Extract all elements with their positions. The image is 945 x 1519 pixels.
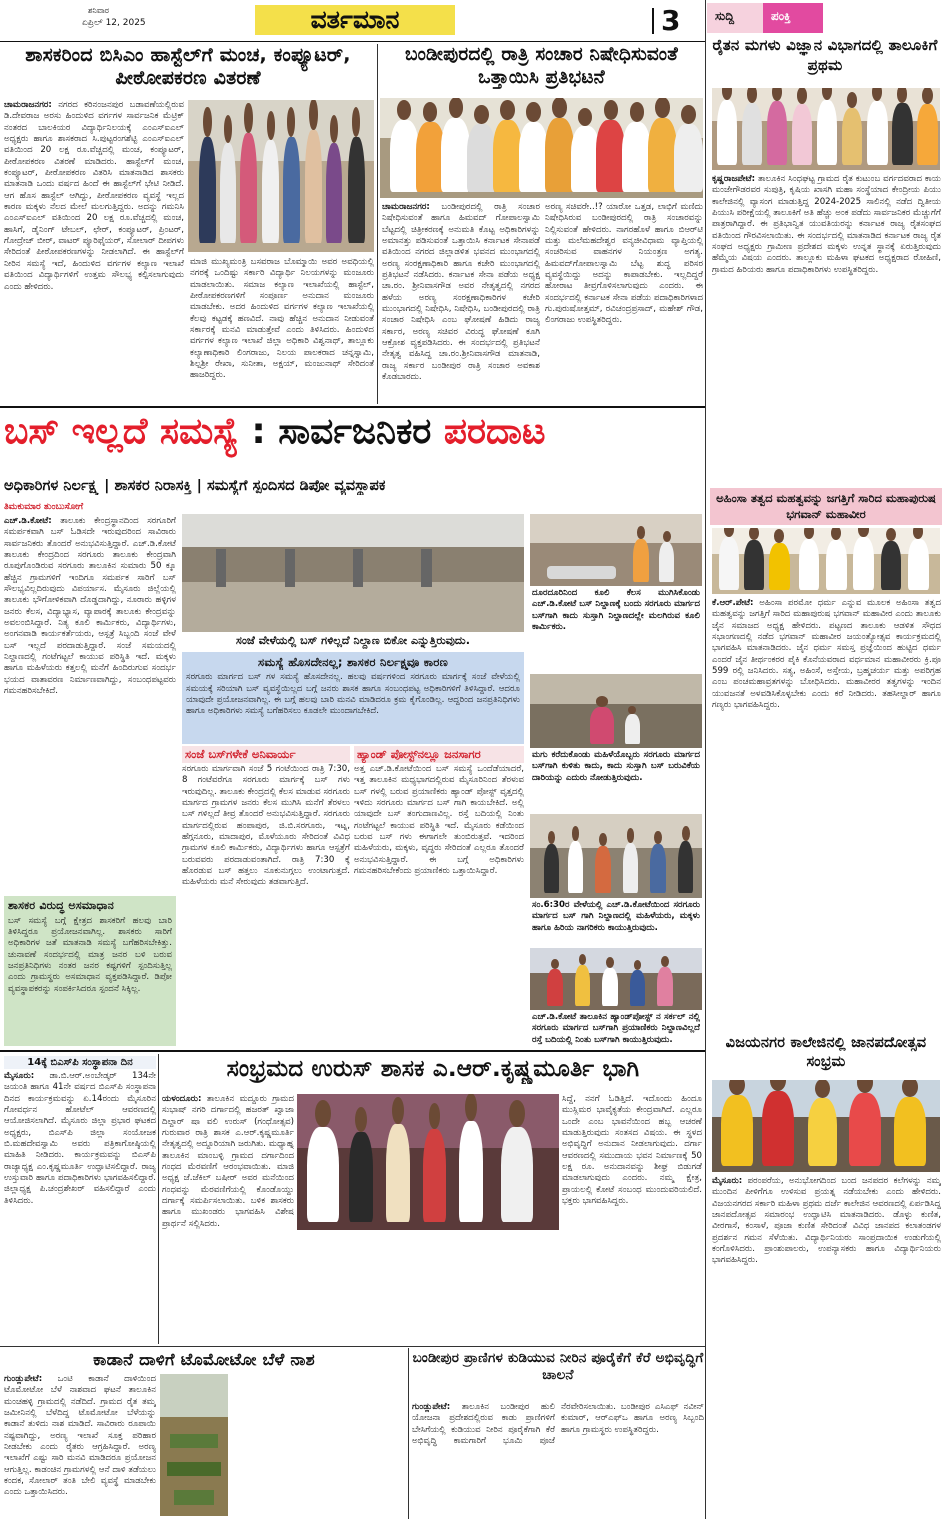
hostel-body bbox=[4, 100, 184, 402]
main-headline-sep: : bbox=[238, 411, 279, 452]
rule bbox=[705, 0, 706, 1519]
bandipur-body-text: ಬಂಡೀಪುರದಲ್ಲಿ ರಾತ್ರಿ ಸಂಚಾರ ನಿಷೇಧಿಸುವಂತೆ ಹಾಗೂ ಹಿಮವದ್ ಗೋಪಾಲಸ್ವಾಮಿ ಬೆಟ್ಟದಲ್ಲಿ ಚಿತ್ರೀಕರಣಕ್ಕೆ ಅನುಮತಿ ಕೊಟ್ಟ ಅಧಿಕಾರಿಗಳನ್ನು ಅಮಾನತ್ತು ಪಡಿಸುವಂತೆ ಒತ್ತಾಯಿಸಿ ಕರ್ನಾಟಕ ಸೇನಾಪಡೆ ವತಿಯಿಂದ ನಗರದ ಜಿಲ್ಲಾಡಳಿತ ಭವನದ ಮುಂಭಾಗದಲ್ಲಿ ಅರಣ್ಯ ಸಂರಕ್ಷಣಾಧಿಕಾರಿ ಹಾಗೂ ಕಚೇರಿ ಮುಂಭಾಗದಲ್ಲಿ ಪ್ರತಿಭಟನೆ ನಡೆಸಿದರು. ಕರ್ನಾಟಕ ಸೇನಾ ಪಡೆಯ ಅಧ್ಯಕ್ಷ ಚಾ.ರಂ. ಶ್ರೀನಿವಾಸಗೌಡ ಅವರ ನೇತೃತ್ವದಲ್ಲಿ ನಗರದ ಹಳೆಯ ಅರಣ್ಯ ಸಂರಕ್ಷಣಾಧಿಕಾರಿಗಳ ಕಚೇರಿ ಮುಂಭಾಗದಲ್ಲಿ ನಿಷೇಧಿಸಿ, ನಿಷೇಧಿಸಿ, ಬಂಡೀಪುರದಲ್ಲಿ ರಾತ್ರಿ ಸಂಚಾರ ನಿಷೇಧಿಸಿ ಎಂಬ ಘೋಷಣೆ ಹಿಡಿದು ರಾಜ್ಯ ಸರ್ಕಾರ, ಅರಣ್ಯ ಸಚಿವರ ವಿರುದ್ಧ ಘೋಷಣೆ ಕೂಗಿ ಆಕ್ರೋಶ ವ್ಯಕ್ತಪಡಿಸಿದರು. ಈ ಸಂದರ್ಭದಲ್ಲಿ ಪ್ರತಿಭಟನೆ ನೇತೃತ್ವ ವಹಿಸಿದ್ದ ಚಾ.ರಂ.ಶ್ರೀನಿವಾಸಗೌಡ ಮಾತನಾಡಿ, ರಾಜ್ಯ ಸರ್ಕಾರ ಬಂಡೀಪುರ ರಾತ್ರಿ ಸಂಚಾರ ಅವಕಾಶ ಕೊಡಬಾರದು. bbox=[382, 202, 540, 383]
bandipur-headline: ಬಂಡೀಪುರದಲ್ಲಿ ರಾತ್ರಿ ಸಂಚಾರ ನಿಷೇಧಿಸುವಂತೆ ಒತ್ತಾಯಿಸಿ ಪ್ರತಿಭಟನೆ bbox=[405, 44, 678, 88]
lake-dateline: ಗುಂಡ್ಲುಪೇಟೆ: bbox=[412, 1402, 451, 1412]
main-sub3-title: ಶಾಸಕರ ವಿರುದ್ಧ ಅಸಮಾಧಾನ bbox=[8, 899, 114, 912]
main-headline bbox=[4, 412, 704, 452]
tomato-body bbox=[4, 1374, 156, 1516]
sidebar-bottom-body bbox=[712, 1176, 941, 1516]
main-headline-part2: ಸಾರ್ವಜನಿಕರ bbox=[278, 411, 432, 452]
column-tag-right: ಪಂಕ್ತಿ bbox=[763, 3, 823, 33]
main-right-caption-2: ಮಗು ಕರೆದುಕೊಂಡು ಮಹಿಳೆಯೊಬ್ಬರು ಸರಗೂರು ಮಾರ್ಗದ ಬಸ್‌ಗಾಗಿ ಕುಳಿತು ಕಾದು, ಕಾದು ಸುಸ್ತಾಗಿ ಬಸ್ ಬರುವಿಕೆಯ ದಾರಿಯನ್ನು ಎದುರು ನೋಡುತ್ತಿರುವುದು. bbox=[532, 750, 700, 783]
hostel-dateline: ಚಾಮರಾಜನಗರ: bbox=[4, 100, 52, 110]
lake-body bbox=[412, 1402, 704, 1516]
masthead-paper-name: ವರ್ತಮಾನ bbox=[310, 5, 400, 34]
main-right-photo-3 bbox=[530, 814, 702, 898]
lake-body-text: ತಾಲೂಕಿನ ಬಂಡೀಪುರ ಹುಲಿ ಯೋಜನಾ ಪ್ರದೇಶದಲ್ಲಿರುವ ಕಾಡು ಪ್ರಾಣಿಗಳಿಗೆ ಬೇಸಿಗೆಯಲ್ಲಿ ಕುಡಿಯುವ ನೀರಿನ ಪೂರೈಕೆಗಾಗಿ ಕೆರೆ ಅಭಿವೃದ್ಧಿ ಕಾಮಗಾರಿಗೆ ಭೂಮಿ ಪೂಜೆ ನೆರವೇರಿಸಲಾಯಿತು. ಬಂಡೀಪುರ ಎಸಿಎಫ್ ನವೀನ್ ಕುಮಾರ್, ಆರ್‌ಎಫ್‌ಒ ಹಾಗೂ ಅರಣ್ಯ ಸಿಬ್ಬಂದಿ ಹಾಗೂ ಗ್ರಾಮಸ್ಥರು ಉಪಸ್ಥಿತರಿದ್ದರು. bbox=[412, 1402, 704, 1447]
sidebar-top-body bbox=[712, 174, 941, 486]
main-sub1-title: ಸಂಜೆ ಬಸ್‌ಗಳೇಕೆ ಅನಿವಾರ್ಯ bbox=[182, 746, 350, 763]
bsp-body-text: ಡಾ.ಬಿ.ಆರ್.ಅಂಬೇಡ್ಕರ್ 134ನೇ ಜಯಂತಿ ಹಾಗೂ 41ನೇ ವರ್ಷದ ಬಿಎಸ್‌ಪಿ ಸಂಸ್ಥಾಪನಾ ದಿನದ ಕಾರ್ಯಕ್ರಮವನ್ನು ಏ.14ರಂದು ಮೈಸೂರಿನ ಗೋವರ್ಧನ ಹೋಟೆಲ್ ಆವರಣದಲ್ಲಿ ಆಯೋಜಿಸಲಾಗಿದೆ. ಮೈಸೂರು ಜಿಲ್ಲಾ ಪ್ರಭಾರ ಘಟಕದ ಅಧ್ಯಕ್ಷರು, ಬಿಎಸ್‌ಪಿ ಜಿಲ್ಲಾ ಸಂಯೋಜಕ ಬಿ.ಮಹದೇವಸ್ವಾಮಿ ಅವರು ಪತ್ರಿಕಾಗೋಷ್ಠಿಯಲ್ಲಿ ಮಾಹಿತಿ ನೀಡಿದರು. ಕಾರ್ಯಕ್ರಮವನ್ನು ಬಿಎಸ್‌ಪಿ ರಾಜ್ಯಾಧ್ಯಕ್ಷ ಎಂ.ಕೃಷ್ಣಮೂರ್ತಿ ಉದ್ಘಾಟಿಸಲಿದ್ದಾರೆ. ರಾಜ್ಯ ಉಸ್ತುವಾರಿ ಹಾಗೂ ಪದಾಧಿಕಾರಿಗಳು ಭಾಗವಹಿಸಲಿದ್ದಾರೆ. ಜಿಲ್ಲಾಧ್ಯಕ್ಷ ಪಿ.ಚಂದ್ರಶೇಖರ್ ವಹಿಸಲಿದ್ದಾರೆ ಎಂದು ತಿಳಿಸಿದರು. bbox=[4, 1071, 156, 1206]
main-col1-body-text: ತಾಲೂಕು ಕೇಂದ್ರಸ್ಥಾನದಿಂದ ಸರಗೂರಿಗೆ ಸಮರ್ಪಕವಾಗಿ ಬಸ್ ಓಡಿಸದೇ ಇರುವುದರಿಂದ ಸಾವಿರಾರು ಸಾರ್ವಜನಿಕರು ತೊಂದರೆ ಅನುಭವಿಸುತ್ತಿದ್ದಾರೆ. ಎಚ್.ಡಿ.ಕೋಟೆ ತಾಲೂಕು ಕೇಂದ್ರದಿಂದ ಸರಗೂರು ತಾಲೂಕು ಕೇಂದ್ರವಾಗಿ ರೂಪುಗೊಂಡಿರುವ ಸರಗೂರು ತಾಲೂಕಿನ ಸುಮಾರು 50 ಕ್ಕೂ ಹೆಚ್ಚಿನ ಗ್ರಾಮಗಳಿಗೆ ಇಂದಿಗೂ ಸಮರ್ಪಕ ಸಾರಿಗೆ ಬಸ್ ಸೌಲಭ್ಯವಿಲ್ಲದಿರುವುದು ವಿಪರ್ಯಾಸ. ಮೈಸೂರು ಜಿಲ್ಲೆಯಲ್ಲಿ ತಾಲೂಕು ಭೌಗೋಳಿಕವಾಗಿ ದೊಡ್ಡದಾಗಿದ್ದು, ನೂರಾರು ಹಳ್ಳಿಗಳ ಜನರು ಕೆಲಸ, ವಿದ್ಯಾಭ್ಯಾಸ, ವ್ಯಾಪಾರಕ್ಕೆ ತಾಲೂಕು ಕೇಂದ್ರವನ್ನು ಅವಲಂಬಿಸಿದ್ದಾರೆ. ನಿತ್ಯ ಕೂಲಿ ಕಾರ್ಮಿಕರು, ವಿದ್ಯಾರ್ಥಿಗಳು, ಅಂಗನವಾಡಿ ಕಾರ್ಯಕರ್ತೆಯರು, ಆಸ್ಪತ್ರೆ ಸಿಬ್ಬಂದಿ ಸಂಜೆ ವೇಳೆ ಬಸ್ ಇಲ್ಲದೆ ಪರದಾಡುತ್ತಿದ್ದಾರೆ. ಸಂಜೆ ಸಮಯದಲ್ಲಿ ನಿಲ್ದಾಣದಲ್ಲಿ ಗಂಟೆಗಟ್ಟಲೆ ಕಾಯುವ ಪರಿಸ್ಥಿತಿ ಇದೆ. ಮಕ್ಕಳು ಹಾಗೂ ಮಹಿಳೆಯರು ಕತ್ತಲಲ್ಲಿ ಮನೆಗೆ ಹಿಂದಿರುಗುವ ಸಂದರ್ಭ ಭಯದ ವಾತಾವರಣ ನಿರ್ಮಾಣವಾಗಿದ್ದು, ಸಂಬಂಧಪಟ್ಟವರು ಗಮನಹರಿಸಬೇಕಿದೆ. bbox=[4, 516, 176, 697]
main-byline: ತಿಮಕುಮಾರ ತುಂಬುಸೋಗೆ bbox=[4, 502, 84, 512]
masthead bbox=[0, 0, 705, 42]
sidebar-mid-body-text: ಅಹಿಂಸಾ ಪರಮೋ ಧರ್ಮ ಎನ್ನುವ ಮೂಲಕ ಅಹಿಂಸಾ ತತ್ವದ ಮಹತ್ವವನ್ನು ಜಗತ್ತಿಗೆ ಸಾರಿದ ಮಹಾಪುರುಷ ಭಗವಾನ್ ಮಹಾವೀರ ಎಂದು ತಾಲೂಕು ಜೈನ ಸಮಾಜದ ಅಧ್ಯಕ್ಷ ಹೇಳಿದರು. ಪಟ್ಟಣದ ತಾಲೂಕು ಆಡಳಿತ ಸೌಧದ ಸಭಾಂಗಣದಲ್ಲಿ ನಡೆದ ಭಗವಾನ್ ಮಹಾವೀರ ಜಯಂತ್ಯೋತ್ಸವ ಕಾರ್ಯಕ್ರಮದಲ್ಲಿ ಭಾಗವಹಿಸಿ ಮಾತನಾಡಿದರು. ಜೈನ ಧರ್ಮ ಸಮಸ್ತ ಪ್ರಜ್ಞೆಯಿಂದ ಹುಟ್ಟಿದ ಧರ್ಮ ಎಂದರೆ ಜೈನ ತೀರ್ಥಂಕರರ ಪೈಕಿ ಕೊನೆಯವರಾದ ವರ್ಧಮಾನ ಮಹಾವೀರರು ಕ್ರಿ.ಪೂ 599 ರಲ್ಲಿ ಜನಿಸಿದರು. ಸತ್ಯ, ಅಹಿಂಸೆ, ಅಸ್ತೇಯ, ಬ್ರಹ್ಮಚರ್ಯ ಮತ್ತು ಅಪರಿಗ್ರಹ ಎಂಬ ಪಂಚಮಹಾವ್ರತಗಳನ್ನು ಬೋಧಿಸಿದರು. ಮಹಾವೀರರ ತತ್ವಗಳನ್ನು ಇಂದಿನ ಯುವಜನತೆ ಅಳವಡಿಸಿಕೊಳ್ಳಬೇಕು ಎಂದು ಕರೆ ನೀಡಿದರು. ತಹಸೀಲ್ದಾರ್ ಹಾಗೂ ಗಣ್ಯರು ಭಾಗವಹಿಸಿದ್ದರು. bbox=[712, 598, 941, 711]
sidebar-top-dateline: ಕೃಷ್ಣರಾಜಪೇಟೆ: bbox=[712, 174, 756, 184]
tomato-photo bbox=[160, 1374, 228, 1516]
main-right-photo-4 bbox=[530, 948, 702, 1010]
main-box-title: ಸಮಸ್ಯೆ ಹೊಸದೇನಲ್ಲ; ಶಾಸಕರ ನಿರ್ಲಕ್ಷ್ಯವೂ ಕಾರಣ bbox=[257, 655, 449, 669]
main-sub3-body: ಬಸ್ ಸಮಸ್ಯೆ ಬಗ್ಗೆ ಕ್ಷೇತ್ರದ ಶಾಸಕರಿಗೆ ಹಲವು ಬಾರಿ ತಿಳಿಸಿದ್ದರೂ ಪ್ರಯೋಜನವಾಗಿಲ್ಲ. ಶಾಸಕರು ಸಾರಿಗೆ ಅಧಿಕಾರಿಗಳ ಜತೆ ಮಾತನಾಡಿ ಸಮಸ್ಯೆ ಬಗೆಹರಿಸಬೇಕಿತ್ತು. ಚುನಾವಣೆ ಸಂದರ್ಭದಲ್ಲಿ ಮಾತ್ರ ಜನರ ಬಳಿ ಬರುವ ಜನಪ್ರತಿನಿಧಿಗಳು ನಂತರ ಜನರ ಕಷ್ಟಗಳಿಗೆ ಸ್ಪಂದಿಸುತ್ತಿಲ್ಲ ಎಂದು ಗ್ರಾಮಸ್ಥರು ಅಸಮಾಧಾನ ವ್ಯಕ್ತಪಡಿಸಿದ್ದಾರೆ. ಡಿಪೋ ವ್ಯವಸ್ಥಾಪಕರನ್ನು ಸಂಪರ್ಕಿಸಿದರೂ ಸ್ಪಂದನೆ ಸಿಕ್ಕಿಲ್ಲ. bbox=[8, 915, 172, 994]
main-headline-part1: ಬಸ್ ಇಲ್ಲದೆ ಸಮಸ್ಯೆ bbox=[4, 411, 239, 452]
tomato-body-cont bbox=[232, 1374, 404, 1516]
main-right-caption-1: ದೂರದೂರಿನಿಂದ ಕೂಲಿ ಕೆಲಸ ಮುಗಿಸಿಕೊಂಡು ಎಚ್.ಡಿ.ಕೋಟೆ ಬಸ್ ನಿಲ್ದಾಣಕ್ಕೆ ಬಂದು ಸರಗೂರು ಮಾರ್ಗದ ಬಸ್‌ಗಾಗಿ ಕಾದು ಸುಸ್ತಾಗಿ ನಿಲ್ದಾಣದಲ್ಲೇ ಮಲಗಿರುವ ಕೂಲಿ ಕಾರ್ಮಿಕರು. bbox=[532, 588, 700, 633]
hostel-photo bbox=[188, 100, 374, 252]
bandipur-dateline: ಚಾಮರಾಜನಗರ: bbox=[382, 202, 430, 212]
main-sub2-title: ಹ್ಯಾಂಡ್ ಪೋಸ್ಟ್‌ನಲ್ಲೂ ಜನಸಾಗರ bbox=[354, 746, 524, 763]
masthead-date: ಏಪ್ರಿಲ್ 12, 2025 bbox=[82, 18, 146, 28]
column-tag-left: ಸುದ್ದಿ bbox=[707, 3, 763, 33]
masthead-page-bar bbox=[652, 8, 654, 34]
main-col1-body bbox=[4, 516, 176, 892]
lake-headline: ಬಂಡೀಪುರ ಪ್ರಾಣಿಗಳ ಕುಡಿಯುವ ನೀರಿನ ಪೂರೈಕೆಗೆ ಕೆರೆ ಅಭಿವೃದ್ಧಿಗೆ ಚಾಲನೆ bbox=[412, 1350, 704, 1384]
urus-dateline: ಯಳಂದೂರು: bbox=[162, 1094, 202, 1104]
sidebar-top-photo bbox=[712, 88, 940, 170]
rule bbox=[0, 1050, 705, 1052]
bandipur-body-2: ಅರಣ್ಯ ಸಚಿವರೇ..!? ಯಾರೋ ಒತ್ತಡ, ಲಾಭಿಗೆ ಮಣಿದು ನಿಷೇಧಿಸಿರುವ ಬಂಡೀಪುರದಲ್ಲಿ ರಾತ್ರಿ ಸಂಚಾರವನ್ನು ನಿಲ್ಲಿಸುವಂತೆ ಹೇಳಿದರು. ನಾಗರಹೊಳೆ ಹಾಗೂ ಬಿಆರ್‌ಟಿ ಮತ್ತು ಮಲೆಮಹದೇಶ್ವರ ವನ್ಯಜೀವಿಧಾಮ ವ್ಯಾಪ್ತಿಯಲ್ಲಿ ಸಂಚರಿಸುವ ವಾಹನಗಳ ನಿಯಂತ್ರಣ ಅಗತ್ಯ. ಹಿಮವದ್‌ಗೋಪಾಲಸ್ವಾಮಿ ಬೆಟ್ಟ ಶುದ್ಧ ಪರಿಸರ ವ್ಯವಸ್ಥೆಯಿದ್ದು ಅದನ್ನು ಕಾಪಾಡಬೇಕು. ಇಲ್ಲದಿದ್ದರೆ ಹೋರಾಟ ತೀವ್ರಗೊಳಿಸಲಾಗುವುದು ಎಂದರು. ಈ ಸಂದರ್ಭದಲ್ಲಿ ಕರ್ನಾಟಕ ಸೇನಾ ಪಡೆಯ ಪದಾಧಿಕಾರಿಗಳಾದ ಗು.ಪುರುಷೋತ್ತಮ್, ರವಿಚಂದ್ರಪ್ರಸಾದ್, ಮಹೇಶ್ ಗೌಡ, ಲಿಂಗರಾಜು ಉಪಸ್ಥಿತರಿದ್ದರು. bbox=[545, 202, 703, 326]
main-right-caption-4: ಎಚ್.ಡಿ.ಕೋಟೆ ತಾಲೂಕಿನ ಹ್ಯಾಂಡ್‌ಪೋಸ್ಟ್ ನ ಸರ್ಕಲ್ ನಲ್ಲಿ ಸರಗೂರು ಮಾರ್ಗದ ಬಸ್‌ಗಾಗಿ ಪ್ರಯಾಣಿಕರು ನಿಲ್ದಾಣವಿಲ್ಲದೆ ರಸ್ತೆ ಬದಿಯಲ್ಲಿ ನಿಂತು ಬಸ್‌ಗಾಗಿ ಕಾಯುತ್ತಿರುವುದು. bbox=[532, 1012, 700, 1045]
urus-photo bbox=[297, 1094, 559, 1230]
rule bbox=[0, 406, 705, 408]
hostel-body-text: ನಗರದ ಕರಿನಂಜನಪುರ ಬಡಾವಣೆಯಲ್ಲಿರುವ ಡಿ.ದೇವರಾಜ ಅರಸು ಹಿಂದುಳಿದ ವರ್ಗಗಳ ಸಾರ್ವಜನಿಕ ಮೆಟ್ರಿಕ್ ನಂತರದ ಬಾಲಕಿಯರ ವಿದ್ಯಾರ್ಥಿನಿಲಯಕ್ಕೆ ಎಂಎಸ್ಐಎಲ್ ಅಧ್ಯಕ್ಷರು ಹಾಗೂ ಶಾಸಕರಾದ ಸಿ.ಪುಟ್ಟರಂಗಶೆಟ್ಟಿ ಎಂಎಸ್ಐಎಲ್ ವತಿಯಿಂದ 20 ಲಕ್ಷ ರೂ.ವೆಚ್ಚದಲ್ಲಿ ಮಂಚ, ಕಂಪ್ಯೂಟರ್, ಪೀಠೋಪಕರಣ ವಿತರಣೆ ಮಾಡಿದರು. ಹಾಸ್ಟೆಲ್‌ಗೆ ಮಂಚ, ಕಂಪ್ಯೂಟರ್, ಪೀಠೋಪಕರಣ ವಿತರಿಸಿ ಮಾತನಾಡಿದ ಶಾಸಕರು ಮಾತನಾಡಿ ಒಂದು ವರ್ಷದ ಹಿಂದೆ ಈ ಹಾಸ್ಟೆಲ್‌ಗೆ ಭೇಟಿ ನೀಡಿದೆ. ಆಗ ಹೊಸ ಹಾಸ್ಟೆಲ್ ಆಗಿದ್ದು, ಪೀಠೋಪಕರಣ ವ್ಯವಸ್ಥೆ ಇಲ್ಲದ ಕಾರಣ ಮಕ್ಕಳು ನೆಲದ ಮೇಲೆ ಮಲಗುತ್ತಿದ್ದರು. ಅದನ್ನು ಗಮನಿಸಿ ಎಂಎಸ್ಐಎಲ್ ವತಿಯಿಂದ 20 ಲಕ್ಷ ರೂ.ವೆಚ್ಚದಲ್ಲಿ ಮಂಚ, ಹಾಸಿಗೆ, ಡೈನಿಂಗ್ ಟೇಬಲ್, ಛೇರ್, ಕಂಪ್ಯೂಟರ್, ಪ್ರಿಂಟರ್, ಗೋದ್ರೇಜ್ ಬೀರ್, ವಾಟರ್ ಪ್ಯೂರಿಫೈಯರ್, ಸೋಲಾರ್ ದೀಪಗಳು ಸೇರಿದಂತೆ ಪೀಠೋಪಕರಣಗಳನ್ನು ನೀಡಲಾಗಿದೆ. ಈ ಹಾಸ್ಟೆಲ್‌ಗೆ ನೀರಿನ ಸಮಸ್ಯೆ ಇದೆ, ಹಿಂದುಳಿದ ವರ್ಗಗಳ ಕಲ್ಯಾಣ ಇಲಾಖೆ ವತಿಯಿಂದ ವಿದ್ಯಾರ್ಥಿಗಳಿಗೆ ಉತ್ತಮ ಸೌಲಭ್ಯ ಕಲ್ಪಿಸಲಾಗುವುದು ಎಂದು ಹೇಳಿದರು. bbox=[4, 100, 184, 292]
urus-headline: ಸಂಭ್ರಮದ ಉರುಸ್ ಶಾಸಕ ಎ.ಆರ್.ಕೃಷ್ಣಮೂರ್ತಿ ಭಾಗಿ bbox=[226, 1056, 640, 1082]
urus-body bbox=[162, 1094, 294, 1344]
main-box-body: ಸರಗೂರು ಮಾರ್ಗದ ಬಸ್ ಗಳ ಸಮಸ್ಯೆ ಹೊಸದೇನಲ್ಲ. ಹಲವು ವರ್ಷಗಳಿಂದ ಸರಗೂರು ಮಾರ್ಗಕ್ಕೆ ಸಂಜೆ ವೇಳೆಯಲ್ಲಿ ಸಮಯಕ್ಕೆ ಸರಿಯಾಗಿ ಬಸ್ ವ್ಯವಸ್ಥೆಯಿಲ್ಲದ ಬಗ್ಗೆ ಜನರು ಶಾಸಕ ಹಾಗೂ ಸಂಬಂಧಪಟ್ಟ ಅಧಿಕಾರಿಗಳಿಗೆ ತಿಳಿಸಿದ್ದಾರೆ. ಆದರೂ ಯಾವುದೇ ಪ್ರಯೋಜನವಾಗಿಲ್ಲ. ಈ ಬಗ್ಗೆ ಹಲವು ಬಾರಿ ಮನವಿ ಮಾಡಿದರೂ ಕ್ರಮ ಕೈಗೊಂಡಿಲ್ಲ. ಆದ್ದರಿಂದ ಜನಪ್ರತಿನಿಧಿಗಳು ಹಾಗೂ ಅಧಿಕಾರಿಗಳು ಸಮಸ್ಯೆ ಬಗೆಹರಿಸಲು ಕೂಡಲೇ ಮುಂದಾಗಬೇಕಿದೆ. bbox=[186, 672, 520, 717]
main-headline-part3: ಪರದಾಟ bbox=[443, 411, 546, 452]
main-sub2-body: ಅತ್ತ ಎಚ್.ಡಿ.ಕೋಟೆಯಿಂದ ಬಸ್ ಸಮಸ್ಯೆ ಒಂದೆಡೆಯಾದರೆ, ಇತ್ತ ತಾಲೂಕಿನ ಮಧ್ಯಭಾಗದಲ್ಲಿರುವ ಮೈಸೂರಿನಿಂದ ತೆರಳುವ ಬಸ್ ಗಳಲ್ಲಿ ಬರುವ ಪ್ರಯಾಣಿಕರು ಹ್ಯಾಂಡ್ ಪೋಸ್ಟ್ ವೃತ್ತದಲ್ಲಿ ಇಳಿದು ಸರಗೂರು ಮಾರ್ಗದ ಬಸ್ ಗಾಗಿ ಕಾಯಬೇಕಿದೆ. ಅಲ್ಲಿ ಯಾವುದೇ ಬಸ್ ತಂಗುದಾಣವಿಲ್ಲ. ರಸ್ತೆ ಬದಿಯಲ್ಲಿ ನಿಂತು ಗಂಟೆಗಟ್ಟಲೆ ಕಾಯುವ ಪರಿಸ್ಥಿತಿ ಇದೆ. ಮೈಸೂರು ಕಡೆಯಿಂದ ಬರುವ ಬಸ್ ಗಳು ಈಗಾಗಲೇ ತುಂಬಿರುತ್ತವೆ. ಇದರಿಂದ ಮಹಿಳೆಯರು, ಮಕ್ಕಳು, ವೃದ್ಧರು ಸೇರಿದಂತೆ ಎಲ್ಲರೂ ತೊಂದರೆ ಅನುಭವಿಸುತ್ತಿದ್ದಾರೆ. ಈ ಬಗ್ಗೆ ಅಧಿಕಾರಿಗಳು ಗಮನಹರಿಸಬೇಕೆಂದು ಪ್ರಯಾಣಿಕರು ಒತ್ತಾಯಿಸಿದ್ದಾರೆ. bbox=[354, 764, 524, 877]
main-dateline: ಎಚ್.ಡಿ.ಕೋಟೆ: bbox=[4, 516, 52, 526]
bsp-body bbox=[4, 1071, 156, 1341]
bandipur-photo bbox=[380, 98, 703, 198]
main-right-photo-2 bbox=[530, 674, 702, 748]
bandipur-body bbox=[382, 202, 540, 402]
urus-body-text: ತಾಲೂಕಿನ ಮದ್ದೂರು ಗ್ರಾಮದ ಸುಭಾಷ್ ನಗರಿ ದರ್ಗಾದಲ್ಲಿ ಹಜರತ್ ಖ್ವಾಜಾ ದಿಲ್ದಾರ್ ಷಾ ವಲಿ ಉರುಸ್ (ಗಂಧೋತ್ಸವ) ಗುರುವಾರ ರಾತ್ರಿ ಶಾಸಕ ಎ.ಆರ್.ಕೃಷ್ಣಮೂರ್ತಿ ನೇತೃತ್ವದಲ್ಲಿ ಅದ್ದೂರಿಯಾಗಿ ಜರುಗಿತು. ಮಧ್ಯಾಹ್ನ ತಾಲೂಕಿನ ಮಾಂಬಳ್ಳಿ ಗ್ರಾಮದ ದರ್ಗಾದಿಂದ ಗಂಧದ ಮೆರವಣಿಗೆ ಆರಂಭವಾಯಿತು. ಮಾಜಿ ಅಧ್ಯಕ್ಷ ಜೆ.ಜೆಕಿಲ್ ಬಷೀರ್ ಅವರ ಮನೆಯಿಂದ ಗಂಧವನ್ನು ಮೆರವಣಿಗೆಯಲ್ಲಿ ಕೊಂಡೊಯ್ದು ದರ್ಗಾಕ್ಕೆ ಸಮರ್ಪಿಸಲಾಯಿತು. ಬಳಿಕ ಶಾಸಕರು ಹಾಗೂ ಮುಖಂಡರು ಭಾಗವಹಿಸಿ ವಿಶೇಷ ಪ್ರಾರ್ಥನೆ ಸಲ್ಲಿಸಿದರು. bbox=[162, 1094, 294, 1229]
tomato-body-text: ಒಂಟಿ ಕಾಡಾನೆ ದಾಳಿಯಿಂದ ಟೊಮೋಟೋ ಬೆಳೆ ನಾಶವಾದ ಘಟನೆ ತಾಲೂಕಿನ ಮಂಚಹಳ್ಳಿ ಗ್ರಾಮದಲ್ಲಿ ನಡೆದಿದೆ. ಗ್ರಾಮದ ರೈತ ತಮ್ಮ ಜಮೀನಿನಲ್ಲಿ ಬೆಳೆದಿದ್ದ ಟೊಮೋಟೋ ಬೆಳೆಯನ್ನು ಕಾಡಾನೆ ತುಳಿದು ನಾಶ ಮಾಡಿದೆ. ಸಾವಿರಾರು ರೂಪಾಯಿ ನಷ್ಟವಾಗಿದ್ದು, ಅರಣ್ಯ ಇಲಾಖೆ ಸೂಕ್ತ ಪರಿಹಾರ ನೀಡಬೇಕು ಎಂದು ರೈತರು ಆಗ್ರಹಿಸಿದ್ದಾರೆ. ಅರಣ್ಯ ಇಲಾಖೆಗೆ ಎಷ್ಟು ಸಾರಿ ಮನವಿ ಮಾಡಿದರೂ ಪ್ರಯೋಜನ ಆಗುತ್ತಿಲ್ಲ. ಕಾಡಂಚಿನ ಗ್ರಾಮಗಳಲ್ಲಿ ಆನೆ ದಾಳಿ ತಡೆಯಲು ಕಂದಕ, ಸೋಲಾರ್ ತಂತಿ ಬೇಲಿ ವ್ಯವಸ್ಥೆ ಮಾಡಬೇಕು ಎಂದು ಒತ್ತಾಯಿಸಿದರು. bbox=[4, 1374, 156, 1498]
hostel-headline: ಶಾಸಕರಿಂದ ಬಿಸಿಎಂ ಹಾಸ್ಟೆಲ್‌ಗೆ ಮಂಚ, ಕಂಪ್ಯೂಟರ್, ಪೀಠೋಪಕರಣ ವಿತರಣೆ bbox=[25, 44, 351, 89]
column-tag bbox=[707, 3, 943, 33]
sidebar-mid-body bbox=[712, 598, 941, 1030]
sidebar-mid-dateline: ಕೆ.ಆರ್.ಪೇಟೆ: bbox=[712, 598, 754, 608]
rule bbox=[158, 1054, 159, 1344]
sidebar-bottom-dateline: ಮೈಸೂರು: bbox=[712, 1176, 743, 1186]
tomato-dateline: ಗುಂಡ್ಲುಪೇಟೆ: bbox=[4, 1374, 43, 1384]
sidebar-top-body-text: ತಾಲೂಕಿನ ಸಿಂಧಘಟ್ಟ ಗ್ರಾಮದ ರೈತ ಕುಟುಂಬ ವರ್ಗದವರಾದ ಕಾಯ ಮಂಜೇಗೌಡರವರ ಸುಪುತ್ರಿ, ಕೃಷಿಯ ಖಾಸಗಿ ಮಹಾ ಸಂಸ್ಥೆಯಾದ ಕೇಂದ್ರೀಯ ಪಿಯು ಕಾಲೇಜಿನಲ್ಲಿ ವ್ಯಾಸಂಗ ಮಾಡುತ್ತಿದ್ದ 2024-2025 ಸಾಲಿನಲ್ಲಿ ನಡೆದ ದ್ವಿತೀಯ ಪಿಯುಸಿ ಪರೀಕ್ಷೆಯಲ್ಲಿ ತಾಲೂಕಿಗೆ ಅತಿ ಹೆಚ್ಚು ಅಂಕ ಪಡೆದು ಸಾರ್ವಜನಿಕರ ಮೆಚ್ಚುಗೆಗೆ ಪಾತ್ರರಾಗಿದ್ದಾರೆ. ಈ ಪ್ರತಿಭಾನ್ವಿತ ಯುವತಿಯರನ್ನು ಕರ್ನಾಟಕ ರಾಜ್ಯ ರೈತಸಂಘದ ವತಿಯಿಂದ ಗೌರವಿಸಲಾಯಿತು. ಈ ಸಂದರ್ಭದಲ್ಲಿ ಮಾತನಾಡಿದ ಕರ್ನಾಟಕ ರಾಜ್ಯ ರೈತ ಸಂಘದ ಅಧ್ಯಕ್ಷರು ಗ್ರಾಮೀಣ ಪ್ರದೇಶದ ಮಕ್ಕಳು ಉನ್ನತ ಸ್ಥಾನಕ್ಕೆ ಏರುತ್ತಿರುವುದು ಹೆಮ್ಮೆಯ ವಿಷಯ ಎಂದರು. ತಾಲ್ಲೂಕು ಮಹಿಳಾ ಘಟಕದ ಅಧ್ಯಕ್ಷರಾದ ರೋಹಿಣಿ, ಗ್ರಾಮದ ಹಿರಿಯರು ಹಾಗೂ ಪದಾಧಿಕಾರಿಗಳು ಉಪಸ್ಥಿತರಿದ್ದರು. bbox=[712, 174, 941, 275]
masthead-day: ಶನಿವಾರ bbox=[88, 6, 110, 15]
main-subhead: ಅಧಿಕಾರಿಗಳ ನಿರ್ಲಕ್ಷ್ಯ | ಶಾಸಕರ ನಿರಾಸಕ್ತಿ | ಸಮಸ್ಯೆಗೆ ಸ್ಪಂದಿಸದ ಡಿಪೋ ವ್ಯವಸ್ಥಾಪಕ bbox=[4, 477, 386, 494]
rule bbox=[377, 44, 378, 404]
sidebar-bottom-headline: ವಿಜಯನಗರ ಕಾಲೇಜಿನಲ್ಲಿ ಜಾನಪದೋತ್ಸವ ಸಂಭ್ರಮ bbox=[725, 1035, 927, 1070]
tomato-headline: ಕಾಡಾನೆ ದಾಳಿಗೆ ಟೊಮೋಟೋ ಬೆಳೆ ನಾಶ bbox=[93, 1350, 315, 1369]
main-box bbox=[182, 652, 524, 744]
main-photo-caption: ಸಂಜೆ ವೇಳೆಯಲ್ಲಿ ಬಸ್ ಗಳಿಲ್ಲದೆ ನಿಲ್ದಾಣ ಬಿಕೋ ಎನ್ನುತ್ತಿರುವುದು. bbox=[236, 634, 470, 647]
urus-body-2: ಸಿದ್ದೆ, ನನಗೆ ಓಡಿತ್ತಿದೆ. ಇದೊಂದು ಹಿಂದೂ ಮುಸ್ಲಿಮರ ಭಾವೈಕ್ಯತೆಯ ಕೇಂದ್ರವಾಗಿದೆ. ಎಲ್ಲರೂ ಒಂದೇ ಎಂಬ ಭಾವನೆಯಿಂದ ಹಬ್ಬ ಆಚರಣೆ ಮಾಡುತ್ತಿರುವುದು ಸಂತಸದ ವಿಷಯ. ಈ ಸ್ಥಳದ ಅಭಿವೃದ್ಧಿಗೆ ಅನುದಾನ ನೀಡಲಾಗುವುದು. ದರ್ಗಾ ಆವರಣದಲ್ಲಿ ಸಮುದಾಯ ಭವನ ನಿರ್ಮಾಣಕ್ಕೆ 50 ಲಕ್ಷ ರೂ. ಅನುದಾನವನ್ನು ಶೀಘ್ರ ಬಿಡುಗಡೆ ಮಾಡಲಾಗುವುದು ಎಂದರು. ನಮ್ಮ ಕ್ಷೇತ್ರ, ಪ್ರಾಯಲಲ್ಲಿ ಕೋಟೆ ಸಂಬಂಧ ಮುಂದುವರಿಯಲಿದೆ. ಭಕ್ತರು ಭಾಗವಹಿಸಿದ್ದರು. bbox=[562, 1094, 702, 1207]
bsp-dateline: ಮೈಸೂರು: bbox=[4, 1071, 35, 1081]
main-sub1-body: ಸರಗೂರು ಮಾರ್ಗವಾಗಿ ಸಂಜೆ 5 ಗಂಟೆಯಿಂದ ರಾತ್ರಿ 7:30, 8 ಗಂಟೆವರೆಗೂ ಸರಗೂರು ಮಾರ್ಗಕ್ಕೆ ಬಸ್ ಗಳು ಇರುವುದಿಲ್ಲ. ತಾಲೂಕು ಕೇಂದ್ರದಲ್ಲಿ ಕೆಲಸ ಮಾಡುವ ಸರಗೂರು ಮಾರ್ಗದ ಗ್ರಾಮಗಳ ಜನರು ಕೆಲಸ ಮುಗಿಸಿ ಮನೆಗೆ ತೆರಳಲು ಬಸ್ ಗಳಿಲ್ಲದೆ ತೀವ್ರ ತೊಂದರೆ ಅನುಭವಿಸುತ್ತಿದ್ದಾರೆ. ಸರಗೂರು ಮಾರ್ಗದಲ್ಲಿರುವ ಹಂಪಾಪುರ, ಜಿ.ಬಿ.ಸರಗೂರು, ಇಟ್ನ, ಹೆಗ್ಗನೂರು, ಮಾದಾಪುರ, ಮೊಳೆಯೂರು ಸೇರಿದಂತೆ ವಿವಿಧ ಗ್ರಾಮಗಳ ಕೂಲಿ ಕಾರ್ಮಿಕರು, ವಿದ್ಯಾರ್ಥಿಗಳು ಹಾಗೂ ಆಸ್ಪತ್ರೆಗೆ ಬರುವವರು ಪರದಾಡುವಂತಾಗಿದೆ. ರಾತ್ರಿ 7:30 ಕ್ಕೆ ಹೊರಡುವ ಬಸ್ ಹತ್ತಲು ನೂಕುನುಗ್ಗಲು ಉಂಟಾಗುತ್ತದೆ. ಮಹಿಳೆಯರು ಮನೆ ಸೇರುವುದು ತಡವಾಗುತ್ತಿದೆ. bbox=[182, 764, 350, 888]
sidebar-top-headline: ರೈತನ ಮಗಳು ವಿಜ್ಞಾನ ವಿಭಾಗದಲ್ಲಿ ತಾಲೂಕಿಗೆ ಪ್ರಥಮ bbox=[712, 36, 938, 74]
main-right-photo-1 bbox=[530, 514, 702, 586]
sidebar-bottom-body-text: ಪರಂಪರೆಯ, ಅನುಭೋಗದಿಂದ ಬಂದ ಜನಪದರ ಕಲೆಗಳನ್ನು ನಮ್ಮ ಮುಂದಿನ ಪೀಳಿಗೆಗೂ ಉಳಿಸುವ ಪ್ರಯತ್ನ ನಡೆಯಬೇಕು ಎಂದು ಹೇಳಿದರು. ವಿಜಯನಗರದ ಸರ್ಕಾರಿ ಮಹಿಳಾ ಪ್ರಥಮ ದರ್ಜೆ ಕಾಲೇಜಿನ ಆವರಣದಲ್ಲಿ ಏರ್ಪಡಿಸಿದ್ದ ಜಾನಪದೋತ್ಸವ ಸಮಾರಂಭ ಉದ್ಘಾಟಿಸಿ ಮಾತನಾಡಿದರು. ಡೊಳ್ಳು ಕುಣಿತ, ವೀರಗಾಸೆ, ಕಂಸಾಳೆ, ಪೂಜಾ ಕುಣಿತ ಸೇರಿದಂತೆ ವಿವಿಧ ಜಾನಪದ ಕಲಾತಂಡಗಳ ಪ್ರದರ್ಶನ ಗಮನ ಸೆಳೆಯಿತು. ವಿದ್ಯಾರ್ಥಿನಿಯರು ಸಾಂಪ್ರದಾಯಿಕ ಉಡುಗೆಯಲ್ಲಿ ಕಂಗೊಳಿಸಿದರು. ಪ್ರಾಂಶುಪಾಲರು, ಉಪನ್ಯಾಸಕರು ಹಾಗೂ ವಿದ್ಯಾರ್ಥಿನಿಯರು ಭಾಗವಹಿಸಿದ್ದರು. bbox=[712, 1176, 941, 1266]
rule bbox=[408, 1348, 409, 1519]
rule bbox=[0, 1346, 705, 1347]
main-right-caption-3: ಸಂ.6:30ರ ವೇಳೆಯಲ್ಲಿ ಎಚ್.ಡಿ.ಕೋಟೆಯಿಂದ ಸರಗೂರು ಮಾರ್ಗದ ಬಸ್ ಗಾಗಿ ನಿಲ್ದಾಣದಲ್ಲಿ ಮಹಿಳೆಯರು, ಮಕ್ಕಳು ಹಾಗೂ ಹಿರಿಯ ನಾಗರಿಕರು ಕಾಯುತ್ತಿರುವುದು. bbox=[532, 900, 700, 933]
main-sub3-box bbox=[4, 896, 176, 1046]
sidebar-bottom-photo bbox=[712, 1080, 940, 1172]
sidebar-mid-photo bbox=[712, 528, 940, 594]
main-bus-stand-photo bbox=[182, 514, 524, 632]
sidebar-mid-headline: ಅಹಿಂಸಾ ತತ್ವದ ಮಹತ್ವವನ್ನು ಜಗತ್ತಿಗೆ ಸಾರಿದ ಮಹಾಪುರುಷ ಭಗವಾನ್ ಮಹಾವೀರ bbox=[710, 488, 942, 525]
hostel-body-2: ಮಾಜಿ ಮುಖ್ಯಮಂತ್ರಿ ಬಸವರಾಜ ಬೊಮ್ಮಾಯಿ ಅವರ ಅವಧಿಯಲ್ಲಿ ನಗರಕ್ಕೆ ಒಂದಿಷ್ಟು ಸರ್ಕಾರಿ ವಿದ್ಯಾರ್ಥಿ ನಿಲಯಗಳನ್ನು ಮಂಜೂರು ಮಾಡಲಾಯಿತು. ಸಮಾಜ ಕಲ್ಯಾಣ ಇಲಾಖೆಯಲ್ಲಿ ಹಾಸ್ಟೆಲ್, ಪೀಠೋಪಕರಣಗಳಿಗೆ ಸಂಪೂರ್ಣ ಅನುದಾನ ಮಂಜೂರು ಮಾಡಬೇಕು. ಅದರ ಹಿಂದುಳಿದ ವರ್ಗಗಳ ಕಲ್ಯಾಣ ಇಲಾಖೆಯಲ್ಲಿ ಕೆಲವು ಕಟ್ಟಡಕ್ಕೆ ಹಣವಿದೆ. ನಾವು ಹೆಚ್ಚಿನ ಅನುದಾನ ನೀಡುವಂತೆ ಸರ್ಕಾರಕ್ಕೆ ಮನವಿ ಮಾಡುತ್ತೇವೆ ಎಂದು ತಿಳಿಸಿದರು. ಹಿಂದುಳಿದ ವರ್ಗಗಳ ಕಲ್ಯಾಣ ಇಲಾಖೆ ಜಿಲ್ಲಾ ಅಧಿಕಾರಿ ವಿಶ್ವನಾಥ್, ತಾಲ್ಲೂಕು ಕಲ್ಯಾಣಾಧಿಕಾರಿ ಲಿಂಗರಾಜು, ನಿಲಯ ಪಾಲಕರಾದ ಚನ್ನಸ್ವಾಮಿ, ಶಿಲ್ಪಶ್ರೀ ರೇಖಾ, ಸುನೀತಾ, ಅಕ್ಷಯ್, ಮಂಜುನಾಥ್ ಸೇರಿದಂತೆ ಹಾಜರಿದ್ದರು. bbox=[190, 257, 374, 381]
bsp-headline: 14ಕ್ಕೆ ಬಿಎಸ್‌ಪಿ ಸಂಸ್ಥಾಪನಾ ದಿನ bbox=[4, 1056, 156, 1069]
masthead-page-number: 3 bbox=[661, 4, 681, 37]
